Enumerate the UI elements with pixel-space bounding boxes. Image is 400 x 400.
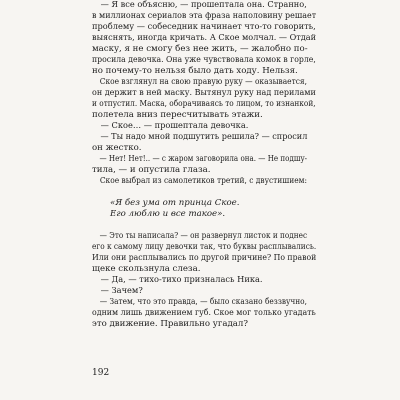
spacer bbox=[92, 187, 316, 198]
text-line: это движение. Правильно угадал? bbox=[92, 319, 248, 329]
text-line: — Я все объясню, — прошептала она. Странно, bbox=[100, 0, 307, 10]
text-line: щеке скользнула слеза. bbox=[92, 264, 201, 274]
text-line: и отпустил. Маска, оборачиваясь то лицом, то изнанкой, bbox=[92, 99, 316, 109]
text-line: но почему-то нельзя было дать ходу. Нельзя. bbox=[92, 66, 298, 76]
text-line: тила, — и опустила глаза. bbox=[92, 165, 211, 175]
text-line: он держит в ней маску. Вытянул руку над перилами bbox=[92, 88, 316, 98]
poem-stanza bbox=[92, 198, 316, 220]
text-line: выяснять, иногда кричать. А Ское молчал. — Отдай bbox=[92, 33, 316, 43]
text-line: его к самому лицу девочки так, что буквы расплывались. bbox=[92, 242, 317, 252]
text-line: — Затем, что это правда, — было сказано беззвучно, bbox=[99, 297, 307, 307]
text-line: — Ское… — прошептала девочка. bbox=[100, 121, 249, 131]
text-line: одним лишь движением губ. Ское мог только угадать bbox=[92, 308, 316, 318]
text-line: — Нет! Нет!.. — с жаром заговорила она. — Не подшу- bbox=[99, 154, 308, 164]
text-line: полетела вниз пересчитывать этажи. bbox=[92, 110, 263, 120]
paragraphs-top bbox=[92, 0, 316, 187]
spacer bbox=[92, 220, 316, 231]
text-line: — Ты надо мной подшутить решила? — спросил bbox=[100, 132, 308, 142]
text-line: Ское выбрал из самолетиков третий, с двустишием: bbox=[99, 176, 307, 186]
text-line: проблему — собеседник начинает что-то говорить, bbox=[92, 22, 316, 32]
text-line: он жестко. bbox=[92, 143, 142, 153]
text-line: — Да, — тихо-тихо призналась Ника. bbox=[100, 275, 263, 285]
text-line: просила девочка. Она уже чувствовала комок в горле, bbox=[92, 55, 316, 65]
text-line: — Это ты написала? — он развернул листок и поднес bbox=[99, 231, 308, 241]
stanza-line: «Я без ума от принца Ское. bbox=[110, 198, 240, 208]
page-text bbox=[92, 0, 316, 330]
stanza-line: Его люблю и все такое». bbox=[110, 209, 226, 219]
text-line: маску, я не смогу без нее жить, — жалобно по- bbox=[92, 44, 308, 54]
paragraphs-bottom bbox=[92, 231, 316, 330]
text-line: Или они расплывались по другой причине? По правой bbox=[92, 253, 317, 263]
text-line: — Зачем? bbox=[100, 286, 143, 296]
text-line: в миллионах сериалов эта фраза наполовину решает bbox=[92, 11, 317, 21]
page-number: 192 bbox=[92, 368, 110, 378]
text-line: Ское взглянул на свою правую руку — оказывается, bbox=[99, 77, 307, 87]
